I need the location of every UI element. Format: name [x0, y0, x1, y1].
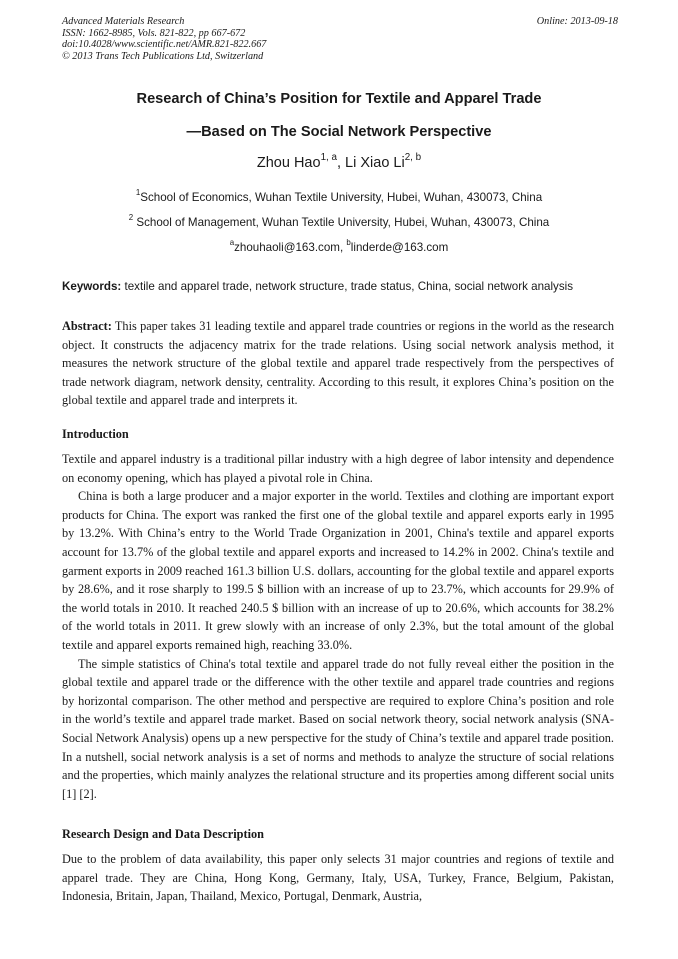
author-marker: 2, b: [404, 151, 422, 163]
paragraph: Due to the problem of data availability, this paper only selects 31 major countries and regions of textile and apparel trade. They are China, Hong Kong, Germany, Italy, USA, Turkey, France, Belgium, Pakistan, Indonesia, Britain, Japan, Thailand, Mexico, Portugal, Denmark, Austria,: [62, 852, 614, 904]
paper-subtitle: —Based on The Social Network Perspective: [186, 124, 492, 140]
affiliation-text: School of Economics, Wuhan Textile University, Hubei, Wuhan, 430073, China: [140, 191, 543, 204]
keywords: [62, 280, 618, 293]
paragraph: China is both a large producer and a major exporter in the world. Textiles and clothing are important export products for China. The export was ranked the first one of the global textile and apparel exports early in 1995 by 13.2%. With China’s entry to the World Trade Organization in 2001, China's textile and apparel exports account for 13.7% of the global textile and apparel exports and increased to 14.2% in 2002. China's textile and garment exports in 2009 reached 161.3 billion U.S. dollars, accounting for the global textile and apparel exports by 28.6%, and it rose sharply to 199.5 $ billion with an increase of up to 23.7%, which accounts for 29.9% of the world totals in 2010. It reached 240.5 $ billion with an increase of up to 20.6%, which accounts for 38.2% of the world totals in 2011. It grew slowly with an increase of only 2.3%, but the total amount of the global textile and apparel exports remained high, reaching 33.0%.: [62, 489, 614, 652]
keywords-label: Keywords:: [62, 280, 122, 293]
email-marker: b: [346, 237, 351, 247]
author-name: Zhou Hao: [256, 155, 321, 171]
abstract: [62, 317, 614, 410]
introduction-body: [62, 450, 614, 803]
section-heading-introduction: Introduction: [62, 427, 129, 441]
affiliation-2: [40, 212, 638, 229]
author-marker: 1, a: [320, 151, 337, 163]
email-address[interactable]: zhouhaoli@163.com,: [234, 241, 347, 254]
author-line: [40, 151, 638, 171]
abstract-text: This paper takes 31 leading textile and apparel trade countries or regions in the world as the research object. It constructs the adjacency matrix for the trade relations. Using social network analysis method, it measures the network structure of the global textile and apparel trade respectively from the perspectives of trade network diagram, network density, centrality. According to this result, it explores China’s position on the global textile and apparel trade and interprets it.: [62, 319, 614, 408]
paragraph: Textile and apparel industry is a traditional pillar industry with a high degree of labor intensity and dependence on economy opening, which has played a pivotal role in China.: [62, 452, 614, 485]
keywords-text: textile and apparel trade, network structure, trade status, China, social network analysis: [121, 280, 574, 293]
paper-title: Research of China’s Position for Textile and Apparel Trade: [136, 91, 542, 107]
research-design-body: [62, 850, 614, 906]
doi-line: doi:10.4028/www.scientific.net/AMR.821-822.667: [62, 39, 267, 51]
affiliation-1: [40, 187, 638, 204]
abstract-label: Abstract:: [62, 319, 112, 333]
paragraph: The simple statistics of China's total textile and apparel trade do not fully reveal either the position in the global textile and apparel trade or the difference with the other textile and apparel trade countries and regions by horizontal comparison. The other method and perspective are required to explore China’s position and role in the world’s textile and apparel trade market. Based on social network theory, social network analysis (SNA-Social Network Analysis) opens up a new perspective for the study of China’s textile and apparel trade position. In a nutshell, social network analysis is a set of norms and methods to analyze the structure of social relations and the properties, which mainly analyzes the relational structure and its properties among different social units [1] [2].: [62, 656, 614, 801]
copyright-line: © 2013 Trans Tech Publications Ltd, Switzerland: [62, 50, 264, 62]
email-marker: a: [229, 237, 235, 247]
section-heading-research-design: Research Design and Data Description: [62, 827, 264, 841]
email-line: [40, 237, 638, 254]
affiliation-text: School of Management, Wuhan Textile University, Hubei, Wuhan, 430073, China: [133, 216, 550, 229]
journal-name: Advanced Materials Research: [62, 16, 185, 27]
online-date: Online: 2013-09-18: [536, 16, 618, 27]
email-address[interactable]: linderde@163.com: [350, 241, 449, 254]
journal-header: [62, 16, 618, 62]
author-name: Li Xiao Li: [345, 155, 405, 171]
affiliation-marker: 2: [128, 212, 134, 222]
affiliation-marker: 1: [135, 187, 141, 197]
issn-line: ISSN: 1662-8985, Vols. 821-822, pp 667-672: [62, 27, 246, 39]
author-separator: ,: [336, 155, 346, 171]
